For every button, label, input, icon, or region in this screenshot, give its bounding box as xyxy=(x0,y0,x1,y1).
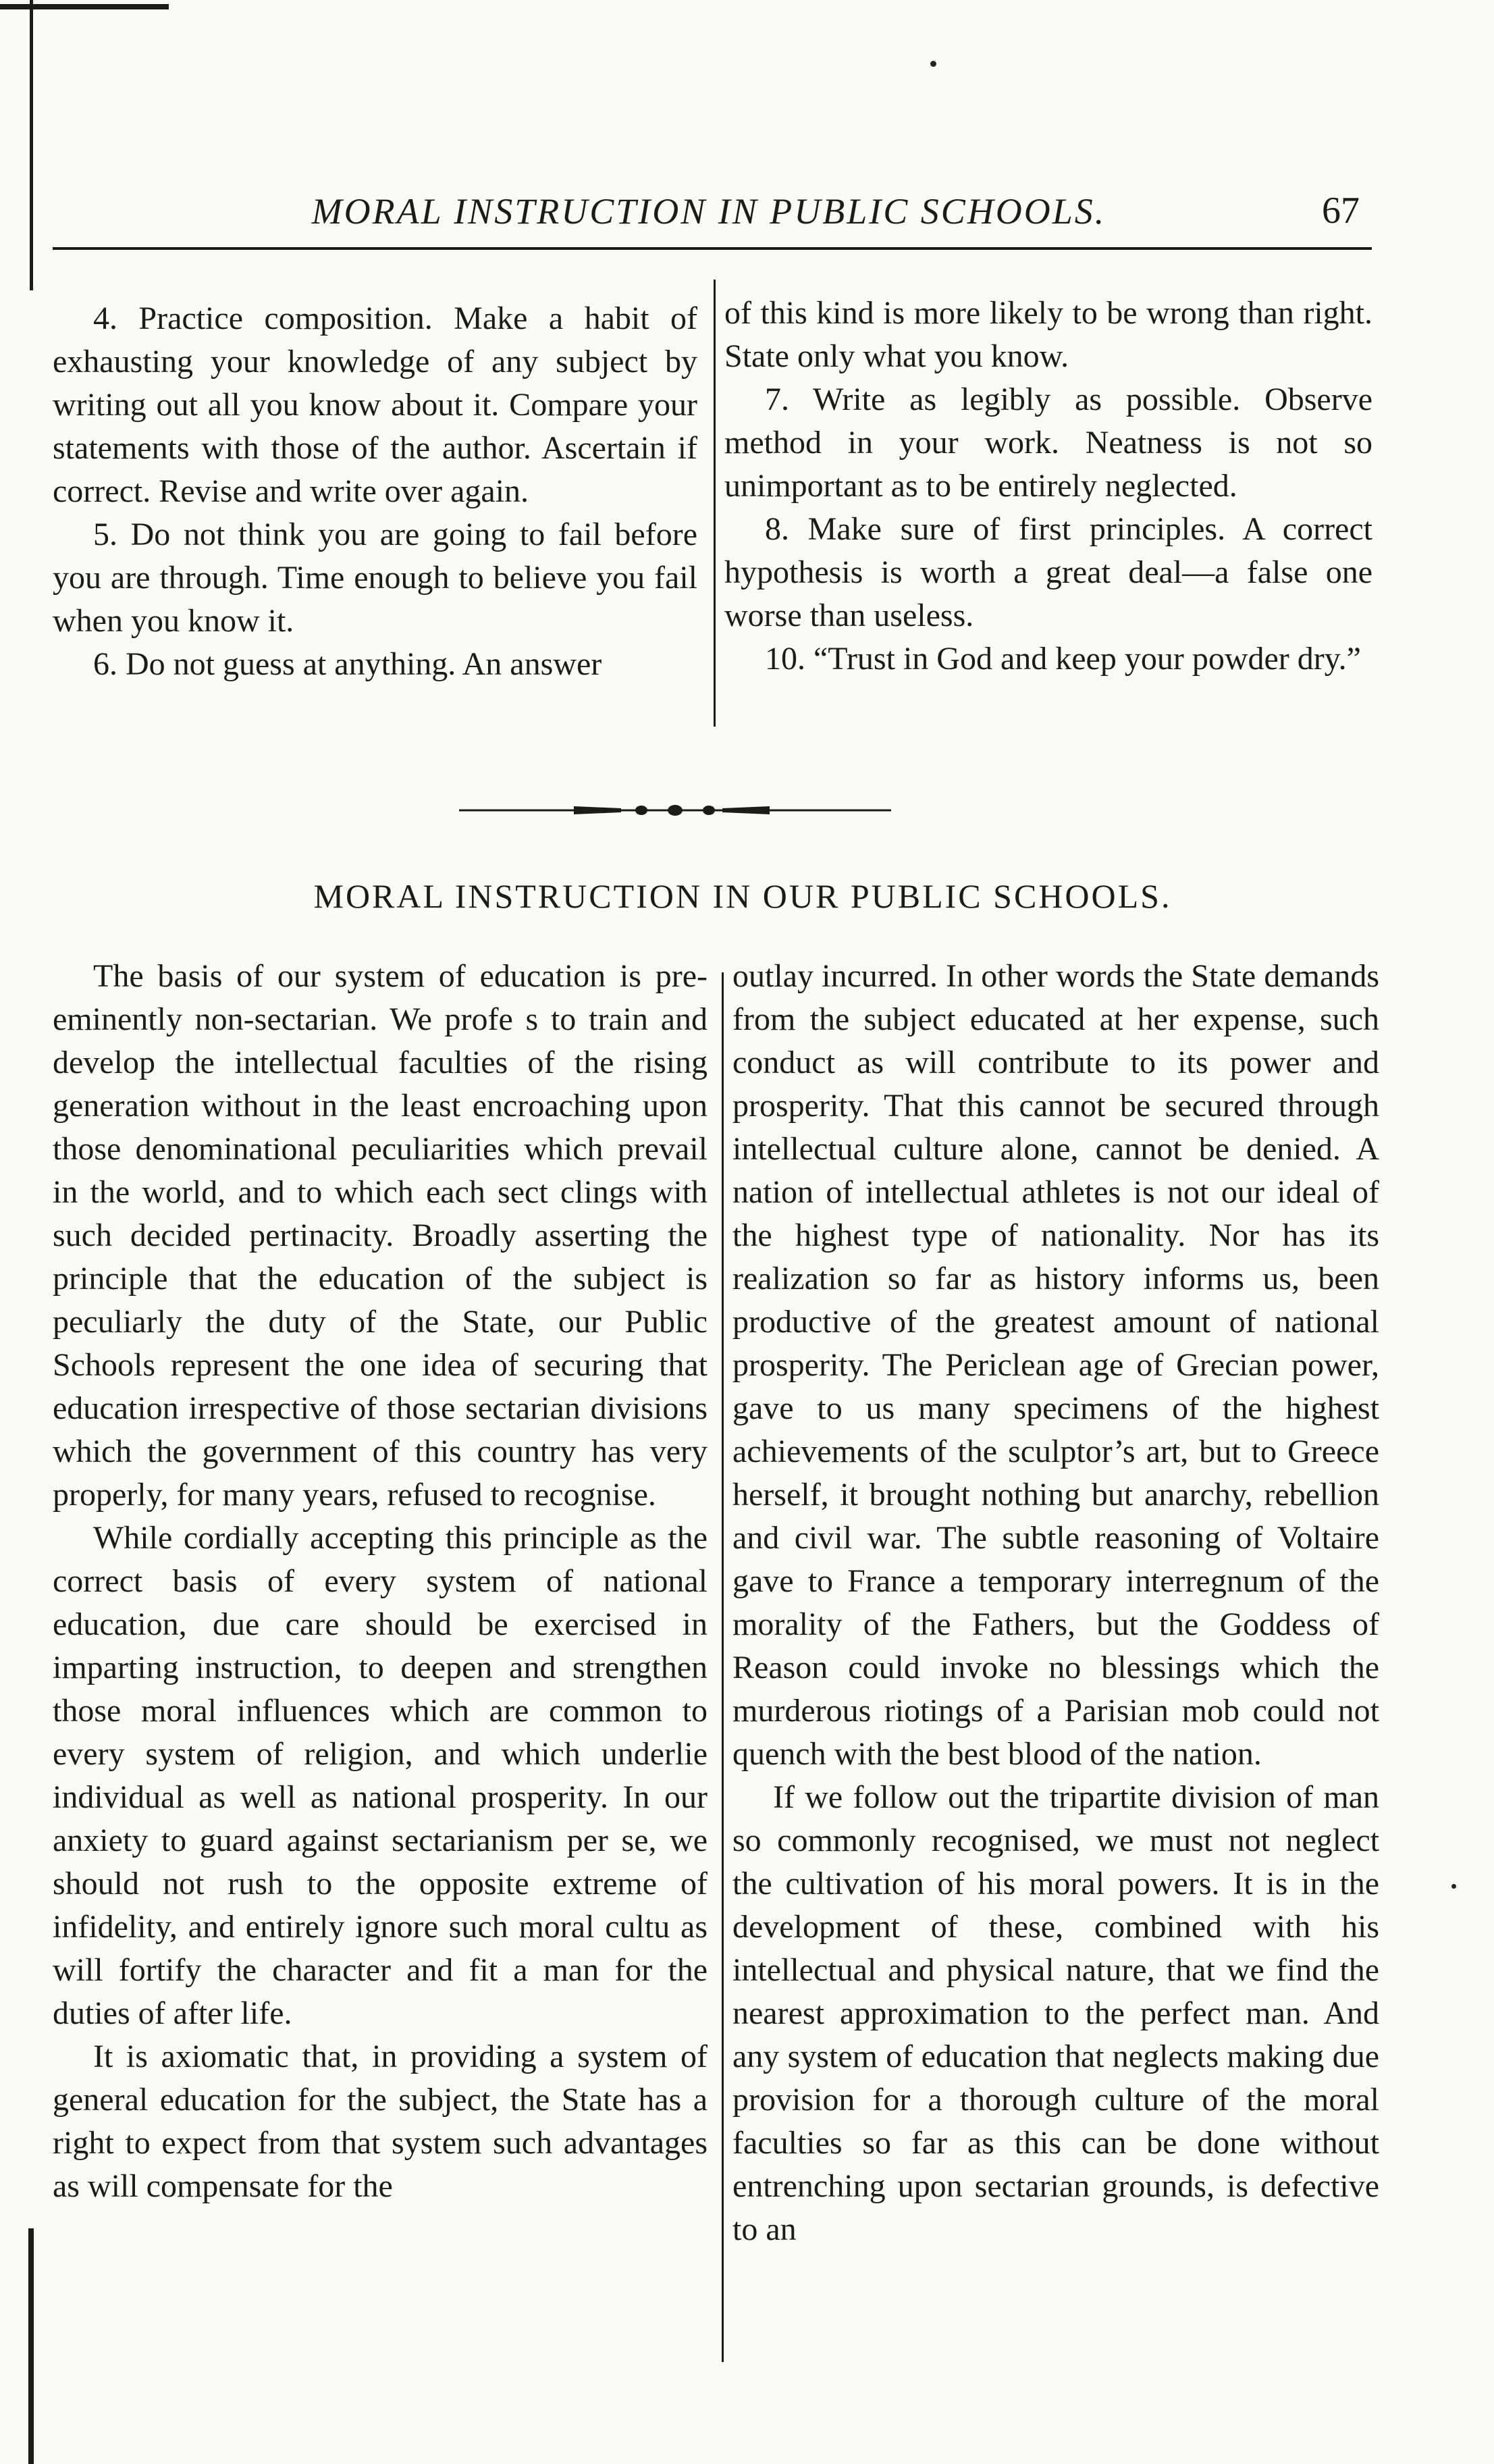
paragraph: outlay incurred. In other words the State demands from the subject educated at her expense, such conduct as will contribute to its power and prosperity. That this cannot be secured through intellectual culture alone, cannot be denied. A nation of intellectual athletes is not our ideal of the highest type of nationality. Nor has its realization so far as history informs us, been productive of the greatest amount of national prosperity. The Periclean age of Grecian power, gave to us many specimens of the highest achievements of the sculptor’s art, but to Greece herself, it brought nothing but anarchy, rebellion and civil war. The subtle reasoning of Voltaire gave to France a temporary interregnum of the morality of the Fathers, but the Goddess of Reason could invoke no blessings which the murderous riotings of a Parisian mob could not quench with the best blood of the nation. xyxy=(732,958,1379,1772)
column-divider xyxy=(714,280,716,727)
paragraph: The basis of our system of education is pre-eminently non-sectarian. We profe s to train and develop the intellectual faculties of the rising generation without in the least encroaching upon those denominational peculiarities which prevail in the world, and to which each sect clings with such decided pertinacity. Broadly asserting the principle that the education of the subject is peculiarly the duty of the State, our Public Schools represent the one idea of securing that education irrespective of those sectarian divisions which the government of this country has very properly, for many years, refused to recognise. xyxy=(53,958,708,1513)
page-edge-mark xyxy=(0,4,169,9)
running-head: MORAL INSTRUCTION IN PUBLIC SCHOOLS. xyxy=(311,191,1106,232)
paragraph: 4. Practice composition. Make a habit of exhausting your knowledge of any subject by writing out all you know about it. Compare your statements with those of the author. Ascertain if correct. Revise and write over again. xyxy=(53,300,697,509)
paragraph: of this kind is more likely to be wrong than right. State only what you know. xyxy=(724,295,1372,374)
paragraph: It is axiomatic that, in providing a system of general education for the subject, the State has a right to expect from that system such advantages as will compensate for the xyxy=(53,2039,708,2204)
article-title: MORAL INSTRUCTION IN OUR PUBLIC SCHOOLS. xyxy=(313,877,1172,915)
column-divider xyxy=(722,972,724,2362)
article-left-column xyxy=(53,955,708,2208)
top-right-column xyxy=(724,292,1372,681)
ornament-divider xyxy=(459,797,891,824)
header-rule xyxy=(53,247,1372,250)
paragraph: 6. Do not guess at anything. An answer xyxy=(93,646,602,682)
paragraph: If we follow out the tripartite division of man so commonly recognised, we must not neglect the cultivation of his moral powers. It is in the development of these, combined with his intellectual and physical nature, that we find the nearest approximation to the perfect man. And any system of education that neglects making due provision for a thorough culture of the moral faculties so far as this can be done without entrenching upon sectarian grounds, is defective to an xyxy=(732,1779,1379,2247)
article-right-column xyxy=(732,955,1379,2251)
paragraph: 5. Do not think you are going to fail before you are through. Time enough to believe you fail when you know it. xyxy=(53,517,697,639)
paragraph: 7. Write as legibly as possible. Observe method in your work. Neatness is not so unimportant as to be entirely neglected. xyxy=(724,382,1372,504)
page-edge-mark xyxy=(30,0,33,290)
page-edge-mark xyxy=(28,2228,34,2464)
ink-speck xyxy=(1451,1884,1456,1889)
paragraph: 8. Make sure of first principles. A correct hypothesis is worth a great deal—a false one worse than useless. xyxy=(724,511,1372,633)
top-left-column xyxy=(53,297,697,686)
ink-speck xyxy=(930,61,936,67)
page-number: 67 xyxy=(1322,190,1360,232)
paragraph: While cordially accepting this principle as the correct basis of every system of national education, due care should be exercised in imparting instruction, to deepen and strengthen those moral influences which are common to every system of religion, and which underlie individual as well as national prosperity. In our anxiety to guard against sectarianism per se, we should not rush to the opposite extreme of infidelity, and entirely ignore such moral cultu as will fortify the character and fit a man for the duties of after life. xyxy=(53,1520,708,2031)
paragraph: 10. “Trust in God and keep your powder dry.” xyxy=(765,641,1361,677)
